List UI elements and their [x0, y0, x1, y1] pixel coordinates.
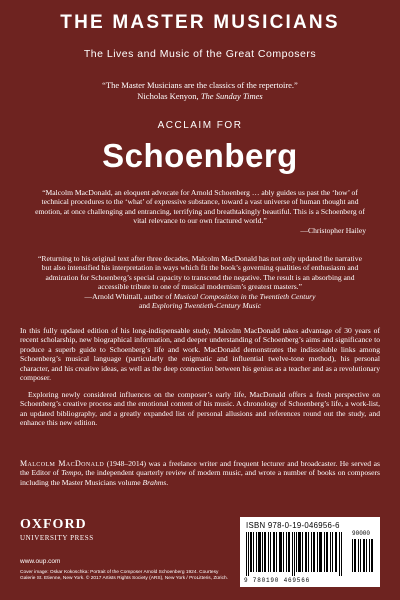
publisher-logo [20, 517, 94, 542]
author-bio-part-1: (1948–2014) was a freelance writer and frequent lecturer and broadcaster. He served as the Editor of [20, 459, 380, 478]
author-bio-part-3: . [166, 477, 169, 487]
isbn-text: ISBN 978-0-19-046956-6 [246, 521, 340, 530]
review-text: “Malcolm MacDonald, an eloquent advocate for Arnold Schoenberg … ably guides us past the ‘how’ of technical procedures to the ‘what’ of expressive substance, toward a vast universe of human thought and emotion, at once challenging and entrancing, terrifying and breathtakingly beautiful. This is a Schoenberg of vital relevance to our own fractured world.” [35, 188, 365, 226]
price-barcode-image [352, 539, 374, 572]
price-code: 90000 [352, 530, 371, 537]
byline-work-2: Exploring Twentieth-Century Music [151, 301, 261, 311]
description-paragraph-1: In this fully updated edition of his long-indispensable study, Malcolm MacDonald takes advantage of 30 years of recent scholarship, new biographical information, and deeper understanding of Schoenberg’s aims and significance to produce a superb guide to Schoenberg’s life and work. MacDonald demonstrates the indissoluble links among Schoenberg’s musical language (particularly the enigmatic and influential twelve-tone method), his personal character, and his creative ideas, as well as the deep connection between his genius as a teacher and as a revolutionary composer. [20, 326, 380, 383]
barcode-panel [240, 517, 380, 587]
publisher-website: www.oup.com [20, 558, 61, 565]
author-bio [20, 459, 380, 487]
author-bio-tempo: Tempo [61, 468, 82, 478]
review-whittall [34, 254, 366, 310]
publisher-logo-subtitle: UNIVERSITY PRESS [20, 534, 94, 542]
barcode-image [246, 532, 346, 576]
author-bio-part-2: , the independent quarterly review of modern music, and wrote a number of books on composers including the Master Musicians volume [20, 468, 380, 487]
series-title: THE MASTER MUSICIANS [60, 12, 340, 33]
author-bio-brahms: Brahms [142, 477, 167, 487]
review-text: “Returning to his original text after three decades, Malcolm MacDonald has not only updated the narrative but also intensified his interpretation in ways which fit the book’s governing qualities of enthusiasm and admiration for Schoenberg’s special capacity to transcend the negative. The result is an absorbing and accessible tribute to one of musical modernism’s greatest masters.” [38, 254, 362, 292]
cover-credits: Cover image: Oskar Kokoschka: Portrait of the Composer Arnold Schoenberg 1924. Courtesy Galerie St. Etienne, New York. © 2017 Artists Rights Society (ARS), New York / ProLitteris, Zürich. [20, 570, 229, 581]
description-paragraph-2: Exploring newly considered influences on the composer’s early life, MacDonald offers a fresh perspective on Schoenberg’s creative process and the emotional content of his music. A chronology of Schoenberg’s life, a work-list, an updated bibliography, and a greatly expanded list of personal allusions and references round out the study, and enhance this new edition. [20, 390, 380, 428]
review-byline: —Christopher Hailey [300, 225, 366, 235]
series-quote [0, 80, 400, 102]
barcode-digits: 9 780190 469566 [244, 577, 311, 584]
byline-work-1: Musical Composition in the Twentieth Century [173, 291, 316, 301]
byline-and: and [139, 301, 152, 311]
publisher-logo-word: OXFORD [20, 517, 87, 532]
review-hailey [34, 188, 366, 235]
series-quote-source [0, 91, 400, 102]
series-quote-source-publication: The Sunday Times [200, 91, 263, 101]
book-title: Schoenberg [102, 137, 298, 174]
series-subtitle: The Lives and Music of the Great Composers [83, 48, 317, 60]
series-quote-text: “The Master Musicians are the classics of the repertoire.” [102, 80, 298, 90]
author-name: Malcolm MacDonald [20, 459, 105, 468]
byline-prefix: —Arnold Whittall, author of [84, 291, 174, 301]
series-quote-source-name: Nicholas Kenyon, [137, 91, 201, 101]
acclaim-label: ACCLAIM FOR [157, 120, 243, 131]
review-byline [34, 292, 366, 311]
